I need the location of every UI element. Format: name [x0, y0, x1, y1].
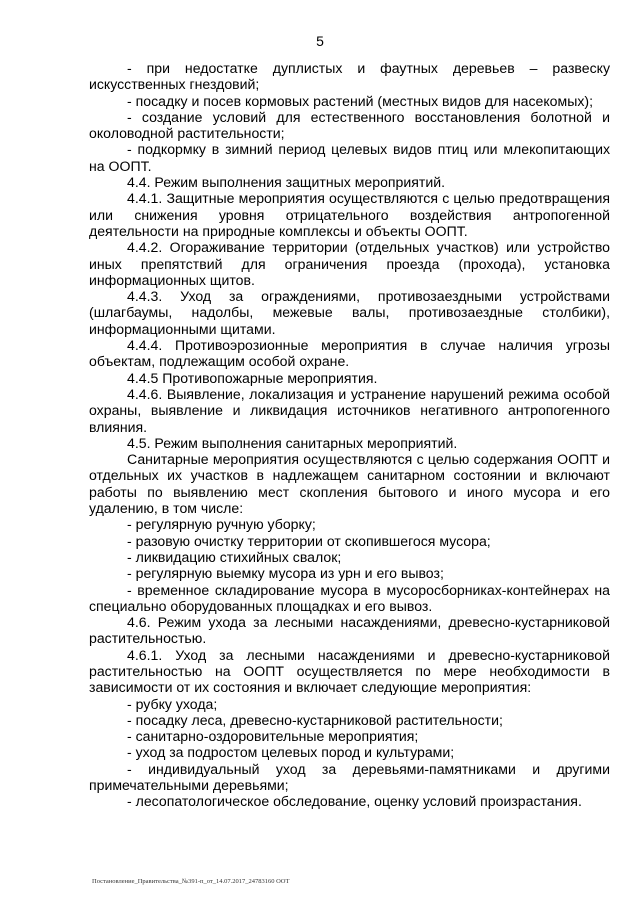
paragraph: - временное складирование мусора в мусоросборниках-контейнерах на специально оборудованных площадках и его вывоз. [89, 581, 610, 614]
paragraph: 4.4.3. Уход за ограждениями, противозаездными устройствами (шлагбаумы, надолбы, межевые валы, противозаездные столбики), информационными щитами. [89, 288, 610, 337]
paragraph: - при недостатке дуплистых и фаутных деревьев – развеску искусственных гнездовий; [89, 60, 610, 93]
paragraph: 4.4.2. Огораживание территории (отдельных участков) или устройство иных препятствий для ограничения проезда (прохода), установка информационных щитов. [89, 239, 610, 288]
paragraph: 4.4.6. Выявление, локализация и устранение нарушений режима особой охраны, выявление и ликвидация источников негативного антропогенного влияния. [89, 385, 610, 435]
paragraph: - ликвидацию стихийных свалок; [127, 548, 342, 565]
paragraph: 4.4.4. Противоэрозионные мероприятия в случае наличия угрозы объектам, подлежащим особой охране. [89, 337, 610, 370]
paragraph: - разовую очистку территории от скопившегося мусора; [127, 532, 491, 549]
paragraph: 4.6.1. Уход за лесными насаждениями и древесно-кустарниковой растительностью на ООПТ осуществляется по мере необходимости в зависимости от их состояния и включает следующие мероприятия: [89, 646, 610, 696]
page-number: 5 [316, 33, 324, 49]
section-heading: 4.6. Режим ухода за лесными насаждениями, древесно-кустарниковой растительностью. [89, 614, 610, 647]
paragraph: - посадку леса, древесно-кустарниковой растительности; [127, 711, 503, 728]
section-heading: 4.5. Режим выполнения санитарных мероприятий. [127, 434, 458, 451]
paragraph: - рубку ухода; [127, 695, 218, 712]
paragraph: - уход за подростом целевых пород и культурами; [127, 744, 455, 761]
paragraph: 4.4.1. Защитные мероприятия осуществляются с целью предотвращения или снижения уровня отрицательного воздействия антропогенной деятельности на природные комплексы и объекты ООПТ. [89, 190, 610, 239]
paragraph: - санитарно-оздоровительные мероприятия; [127, 728, 419, 745]
paragraph: 4.4.5 Противопожарные мероприятия. [127, 369, 378, 386]
document-footer: Постановление_Правительства_№391-п_от_14.07.2017_24783160 ООТ [92, 878, 290, 885]
paragraph: Санитарные мероприятия осуществляются с целью содержания ООПТ и отдельных их участков в надлежащем санитарном состоянии и включают работы по выявлению мест скопления бытового и иного мусора и его удалению, в том числе: [89, 451, 610, 517]
paragraph: - регулярную выемку мусора из урн и его вывоз; [127, 565, 444, 582]
paragraph: - посадку и посев кормовых растений (местных видов для насекомых); [127, 92, 593, 109]
paragraph: - подкормку в зимний период целевых видов птиц или млекопитающих на ООПТ. [89, 141, 610, 174]
paragraph: - индивидуальный уход за деревьями-памятниками и другими примечательными деревьями; [89, 760, 610, 794]
paragraph: - создание условий для естественного восстановления болотной и околоводной растительности; [89, 108, 610, 142]
document-body [89, 60, 610, 810]
paragraph: - лесопатологическое обследование, оценку условий произрастания. [127, 793, 582, 810]
paragraph: - регулярную ручную уборку; [127, 516, 316, 533]
section-heading: 4.4. Режим выполнения защитных мероприятий. [127, 174, 446, 191]
